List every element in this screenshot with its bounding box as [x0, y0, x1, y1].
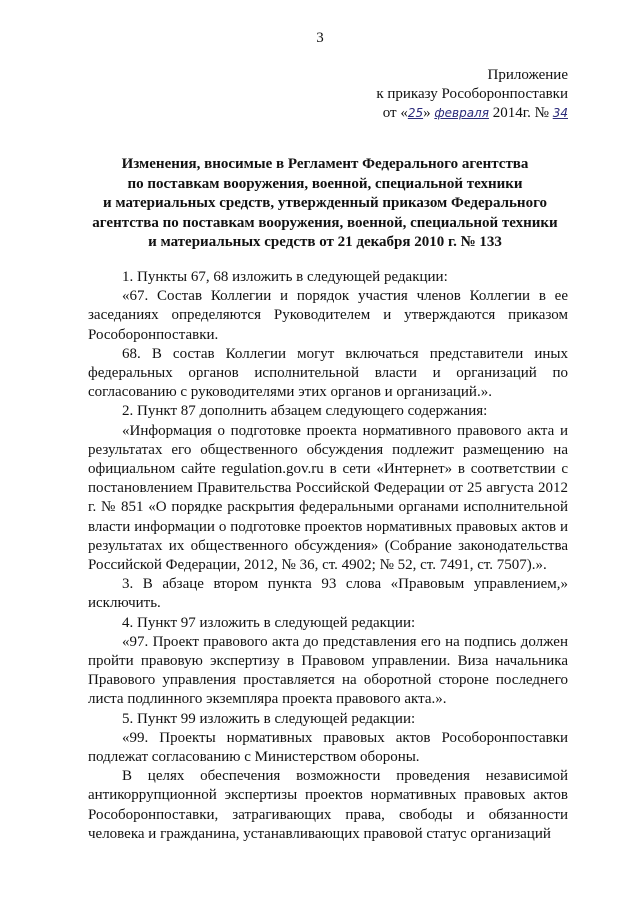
appendix-header [308, 66, 568, 123]
paragraph-1: 1. Пункты 67, 68 изложить в следующей редакции: [122, 269, 448, 285]
title-line-2: по поставкам вооружения, военной, специальной техники [127, 175, 523, 192]
title-line-1: Изменения, вносимые в Регламент Федерального агентства [121, 156, 529, 172]
document-body [88, 268, 568, 844]
paragraph-6: 3. В абзаце втором пункта 93 слова «Правовым управлением,» исключить. [88, 576, 568, 612]
paragraph-9: 5. Пункт 99 изложить в следующей редакции: [122, 710, 416, 727]
title-line-4: агентства по поставкам вооружения, военной, специальной техники [92, 214, 558, 231]
paragraph-10: «99. Проекты нормативных правовых актов Рособоронпоставки подлежат согласованию с Министерством обороны. [88, 729, 568, 766]
paragraph-2: «67. Состав Коллегии и порядок участия членов Коллегии в ее заседаниях определяются Руководителем и утверждаются приказом Рособоронпоставки. [88, 288, 568, 343]
handwritten-month: февраля [434, 106, 489, 120]
order-reference: к приказу Рособоронпоставки [376, 86, 568, 102]
title-line-5: и материальных средств от 21 декабря 2010 г. № 133 [148, 234, 502, 250]
paragraph-8: «97. Проект правового акта до представления его на подпись должен пройти правовую экспертизу в Правовом управлении. Виза начальника Правового управления проставляется на оборотной стороне последнего листа подлинного экземпляра проекта правового акта.». [88, 633, 568, 708]
order-date-line [308, 104, 568, 123]
date-year: 2014г. № [488, 105, 553, 121]
appendix-label: Приложение [487, 67, 568, 83]
handwritten-number: 34 [552, 106, 568, 120]
paragraph-11: В целях обеспечения возможности проведения независимой антикоррупционной экспертизы проектов нормативных правовых актов Рособоронпоставки, затрагивающих права, свободы и обязанности человека и гражданина, устанавливающих правовой статус организаций [88, 768, 568, 842]
paragraph-7: 4. Пункт 97 изложить в следующей редакции: [122, 614, 416, 631]
title-line-3: и материальных средств, утвержденный приказом Федерального [102, 195, 548, 211]
date-mid: » [423, 105, 435, 121]
date-prefix: от « [382, 105, 408, 121]
document-title [90, 155, 560, 253]
paragraph-3: 68. В состав Коллегии могут включаться представители иных федеральных органов исполнительной власти и организаций по согласованию с руководителями этих органов и организаций.». [88, 345, 568, 401]
paragraph-5: «Информация о подготовке проекта нормативного правового акта и результатах его общественного обсуждения подлежит размещению на официальном сайте regulation.gov.ru в сети «Интернет» в соответствии с постановлением Правительства Российской Федерации от 25 августа 2012 г. № 851 «О порядке раскрытия федеральными органами исполнительной власти информации о подготовке проектов нормативных правовых актов и результатах их общественного обсуждения» (Собрание законодательства Российской Федерации, 2012, № 36, ст. 4902; № 52, ст. 7491, ст. 7507).». [88, 422, 568, 574]
paragraph-4: 2. Пункт 87 дополнить абзацем следующего содержания: [122, 403, 488, 420]
handwritten-day: 25 [407, 106, 424, 120]
page-number: 3 [316, 30, 324, 46]
